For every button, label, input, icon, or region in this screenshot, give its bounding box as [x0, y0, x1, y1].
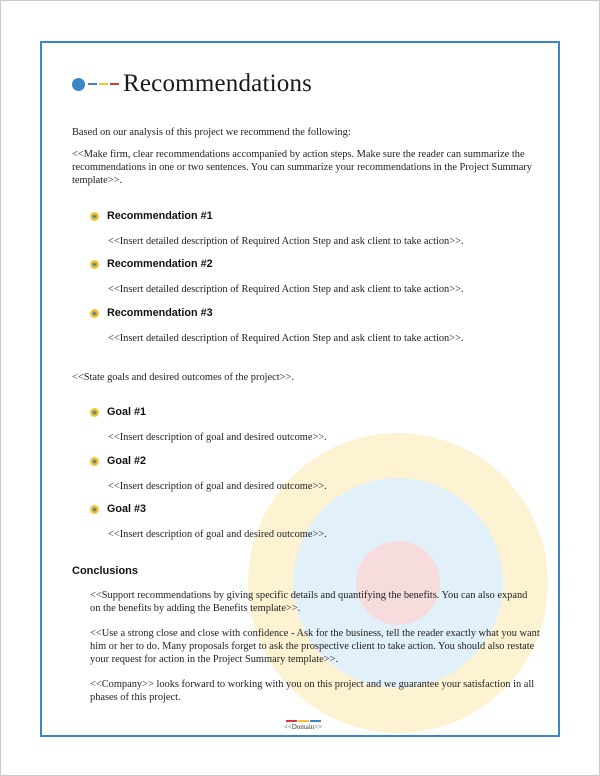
conclusion-paragraph: <<Support recommendations by giving specific details and quantifying the benefits. You can also expand on the benefits by adding the Benefits template>>.	[90, 590, 528, 614]
intro-text: Based on our analysis of this project we recommend the following:	[72, 127, 351, 138]
bullet-icon	[90, 212, 99, 221]
recommendation-description: <<Insert detailed description of Required Action Step and ask client to take action>>.	[108, 333, 464, 344]
bullet-icon	[90, 505, 99, 514]
lead-paragraph: <<Make firm, clear recommendations accompanied by action steps. Make sure the reader can summarize the recommendations in one or two sentences. You can summarize your recommendations in the Project Summary template>>.	[72, 149, 532, 186]
goal-description: <<Insert description of goal and desired outcome>>.	[108, 481, 327, 492]
page-border	[40, 41, 560, 737]
recommendation-description: <<Insert detailed description of Required Action Step and ask client to take action>>.	[108, 236, 464, 247]
page-footer	[278, 720, 328, 731]
recommendation-heading: Recommendation #1	[90, 210, 213, 222]
conclusion-paragraph: <<Company>> looks forward to working with you on this project and we guarantee your satisfaction in all phases of this project.	[90, 679, 535, 703]
goals-intro-text: <<State goals and desired outcomes of the project>>.	[72, 372, 294, 383]
goal-heading: Goal #2	[90, 455, 146, 467]
recommendation-description: <<Insert detailed description of Required Action Step and ask client to take action>>.	[108, 284, 464, 295]
bullet-icon	[90, 408, 99, 417]
footer-color-bars-icon	[278, 720, 328, 722]
conclusions-heading: Conclusions	[72, 565, 139, 577]
page-title: Recommendations	[123, 70, 313, 97]
recommendation-heading: Recommendation #3	[90, 307, 213, 319]
brand-dots-dashes-icon	[72, 78, 119, 91]
goal-description: <<Insert description of goal and desired outcome>>.	[108, 529, 327, 540]
bullet-icon	[90, 309, 99, 318]
goal-description: <<Insert description of goal and desired outcome>>.	[108, 432, 327, 443]
bullet-icon	[90, 457, 99, 466]
bullet-icon	[90, 260, 99, 269]
goal-heading: Goal #3	[90, 503, 146, 515]
conclusion-paragraph: <<Use a strong close and close with confidence - Ask for the business, tell the reader exactly what you want him or her to do. Many proposals forget to ask the prospective client to take action. You should also restate your request for action in the Project Summary template>>.	[90, 628, 540, 665]
recommendation-heading: Recommendation #2	[90, 258, 213, 270]
page-header	[72, 70, 312, 98]
goal-heading: Goal #1	[90, 406, 146, 418]
footer-domain-text: <<Domain>>	[283, 723, 323, 731]
